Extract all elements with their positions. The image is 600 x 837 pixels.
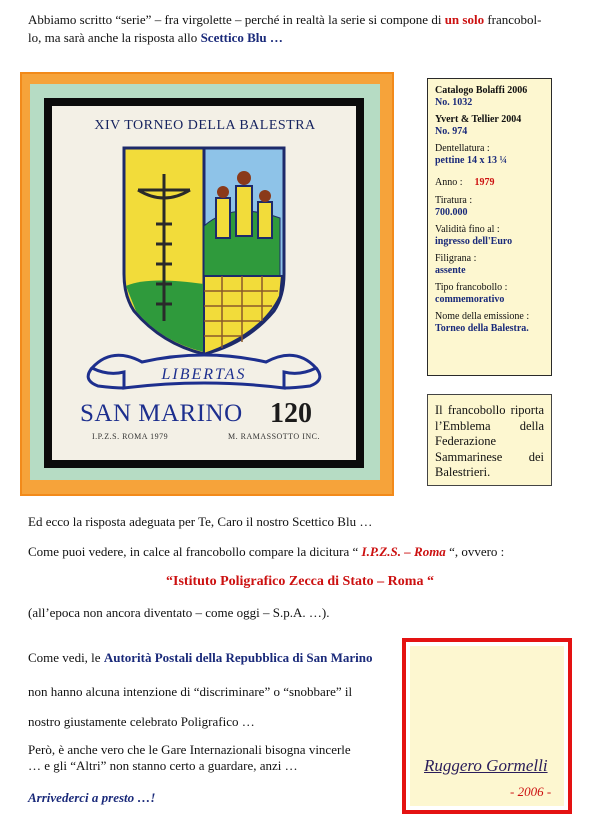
intro-highlight-un-solo: un solo xyxy=(444,12,485,27)
body-p6: non hanno alcuna intenzione di “discriminare” o “snobbare” il xyxy=(28,684,353,699)
stamp-type-value: commemorativo xyxy=(435,294,505,305)
institute-name: “Istituto Poligrafico Zecca di Stato – Roma “ xyxy=(166,574,434,589)
print-run-label: Tiratura : xyxy=(435,195,473,206)
author-signature: Ruggero Gormelli xyxy=(424,756,548,775)
emblem-note-box: Il francobollo riporta l’Emblema della Federazione Sammarinese dei Balestrieri. xyxy=(427,394,552,486)
body-p4: (all’epoca non ancora diventato – come oggi – S.p.A. …). xyxy=(28,605,330,620)
intro-text: lo, ma sarà anche la risposta allo xyxy=(28,30,201,45)
print-run-value: 700.000 xyxy=(435,207,468,218)
catalog-bolaffi-label: Catalogo Bolaffi 2006 xyxy=(435,85,528,96)
watermark-label: Filigrana : xyxy=(435,253,477,264)
validity-value: ingresso dell'Euro xyxy=(435,236,513,247)
watermark-value: assente xyxy=(435,265,466,276)
intro-text-end: francobol- xyxy=(484,12,542,27)
intro-highlight-scettico: Scettico Blu … xyxy=(200,30,283,45)
issue-name-value: Torneo della Balestra. xyxy=(435,323,529,334)
year-value: 1979 xyxy=(474,177,495,188)
body-p2-text-end: “, ovvero : xyxy=(445,544,505,559)
intro-text: Abbiamo scritto “serie” – fra virgolette – perché in realtà la serie si compone di xyxy=(28,12,445,27)
stamp-engraver: M. RAMASSOTTO INC. xyxy=(228,432,320,441)
stamp-motto: LIBERTAS xyxy=(161,366,247,383)
body-p7: nostro giustamente celebrato Poligrafico … xyxy=(28,714,255,729)
issue-name-label: Nome della emissione : xyxy=(435,311,530,322)
signature-year: - 2006 - xyxy=(510,784,552,799)
body-p9: … e gli “Altri” non stanno certo a guardare, anzi … xyxy=(28,758,298,773)
intro-line-1 xyxy=(28,12,578,28)
stamp-type-label: Tipo francobollo : xyxy=(435,282,508,293)
validity-label: Validità fino al : xyxy=(435,224,500,235)
catalog-bolaffi-number: No. 1032 xyxy=(435,97,473,108)
closing-line: Arrivederci a presto …! xyxy=(28,790,156,805)
perforation-value: pettine 14 x 13 ¼ xyxy=(435,155,507,166)
stamp-value: 120 xyxy=(270,398,312,429)
stamp-printer: I.P.Z.S. ROMA 1979 xyxy=(92,432,169,441)
intro-line-2 xyxy=(28,30,578,46)
signature-box xyxy=(410,646,564,806)
stamp-country: SAN MARINO xyxy=(80,400,243,427)
body-p1: Ed ecco la risposta adeguata per Te, Caro il nostro Scettico Blu … xyxy=(28,514,373,529)
body-p2 xyxy=(28,544,588,560)
body-p2-highlight: I.P.Z.S. – Roma xyxy=(361,544,446,559)
body-p5 xyxy=(28,650,398,666)
catalog-yvert-label: Yvert & Tellier 2004 xyxy=(435,114,522,125)
catalog-yvert-number: No. 974 xyxy=(435,126,468,137)
perforation-label: Dentellatura : xyxy=(435,143,490,154)
body-p5-text: Come vedi, le xyxy=(28,650,104,665)
body-p2-text: Come puoi vedere, in calce al francobollo compare la dicitura “ xyxy=(28,544,362,559)
year-label: Anno : xyxy=(435,177,463,188)
stamp-title: XIV TORNEO DELLA BALESTRA xyxy=(94,118,316,133)
catalog-info-box xyxy=(427,78,552,376)
body-p8: Però, è anche vero che le Gare Internazionali bisogna vincerle xyxy=(28,742,351,757)
body-p5-highlight: Autorità Postali della Repubblica di San Marino xyxy=(103,650,373,665)
